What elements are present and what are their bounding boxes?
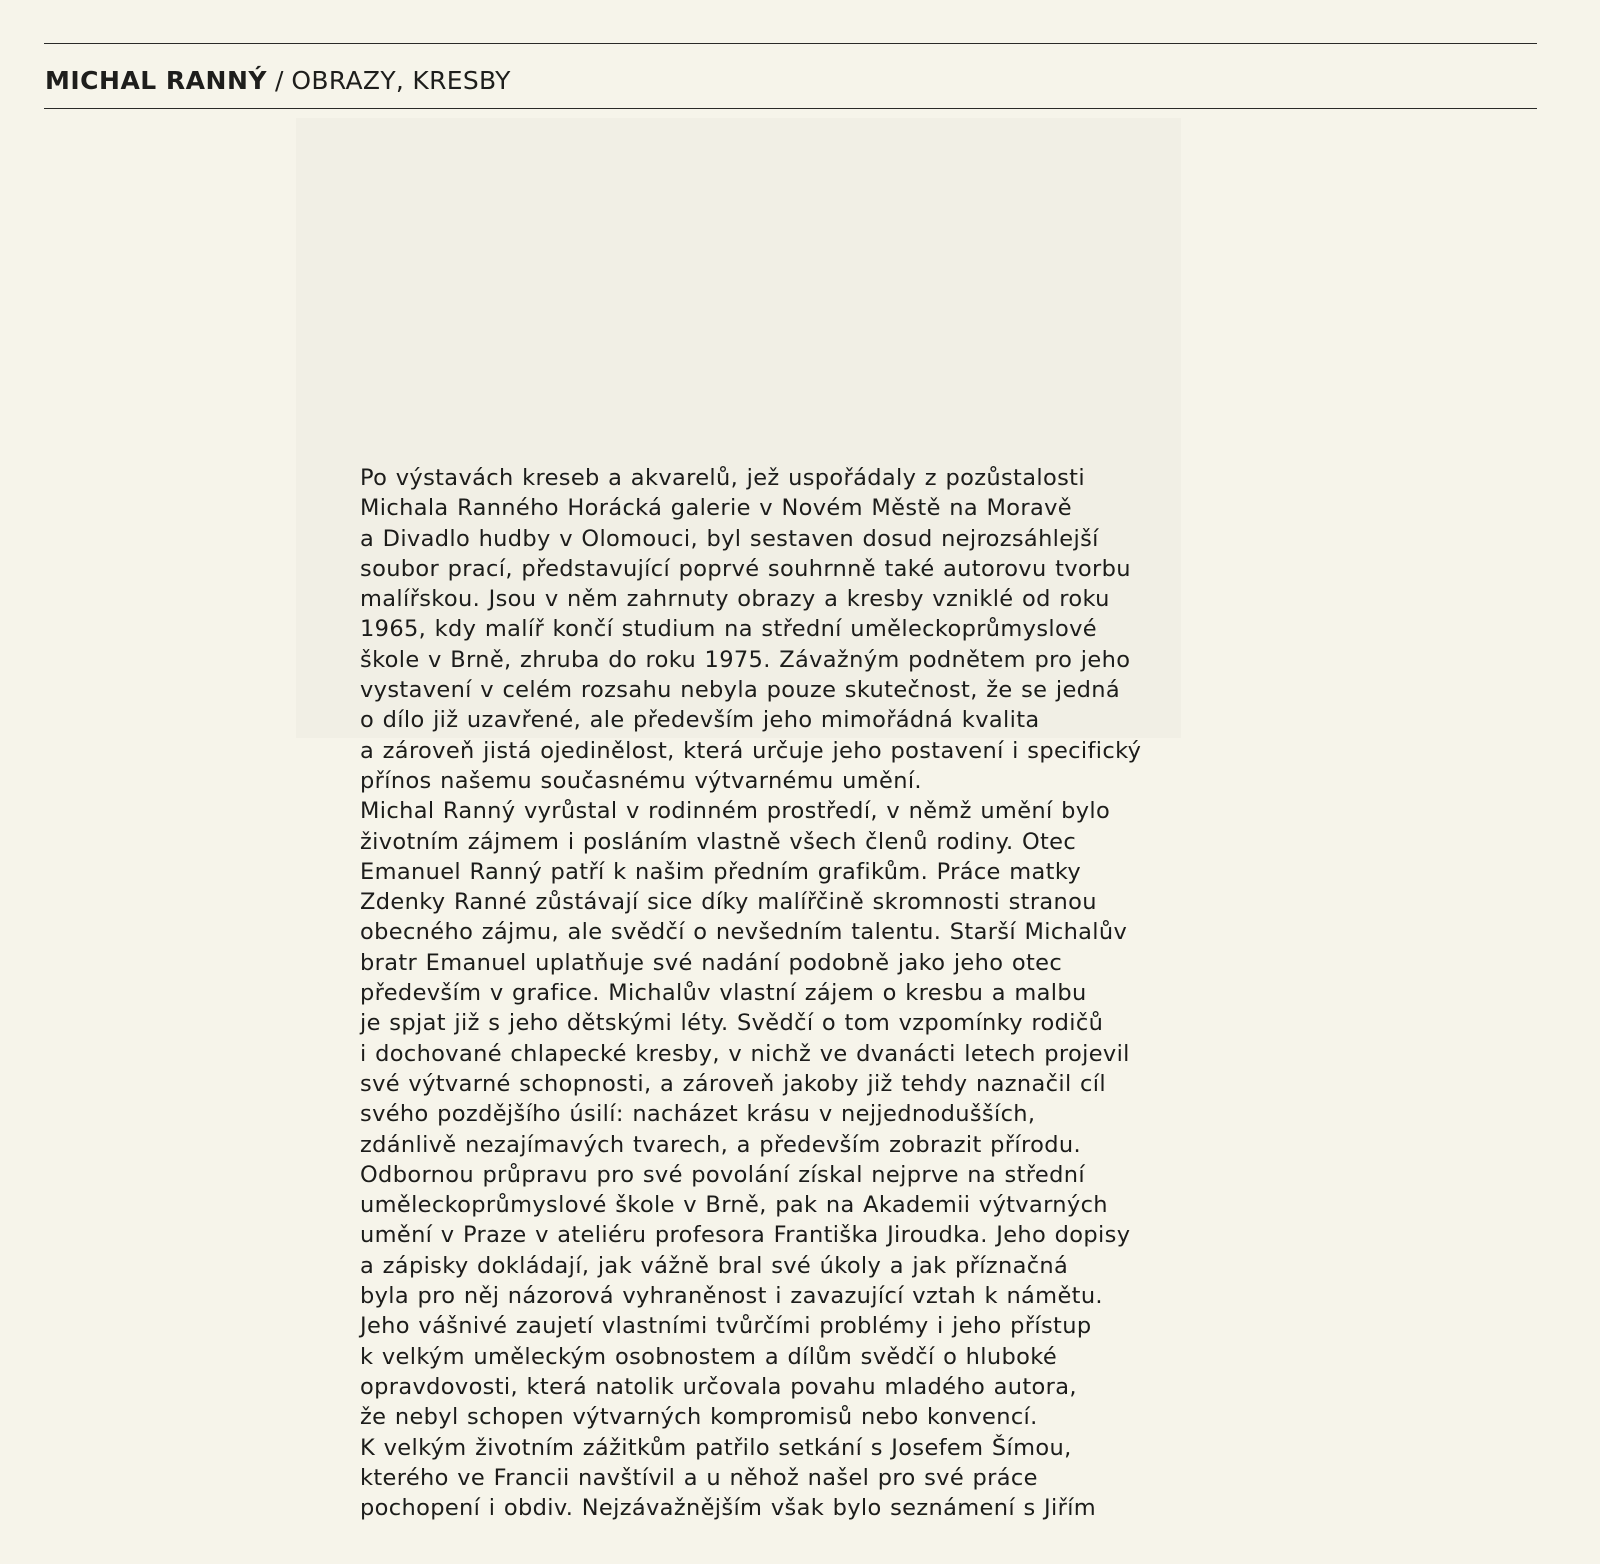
text-line: svého pozdějšího úsilí: nacházet krásu v nejjednodušších, [360,1101,1036,1128]
text-line: uměleckoprůmyslové škole v Brně, pak na Akademii výtvarných [360,1192,1108,1219]
text-line: bratr Emanuel uplatňuje své nadání podobně jako jeho otec [360,949,1063,976]
text-line: vystavení v celém rozsahu nebyla pouze skutečnost, že se jedná [360,677,1121,704]
text-line: Po výstavách kreseb a akvarelů, jež uspořádaly z pozůstalosti [360,465,1085,491]
text-line: Zdenky Ranné zůstávají sice díky malířčině skromnosti stranou [360,889,1097,916]
text-line: škole v Brně, zhruba do roku 1975. Závažným podnětem pro jeho [360,646,1131,673]
text-line: je spjat již s jeho dětskými léty. Svědčí o tom vzpomínky rodičů [360,1010,1104,1037]
text-line: kterého ve Francii navštívil a u něhož našel pro své práce [360,1464,1038,1491]
header-bottom-rule [44,108,1537,109]
text-line: a Divadlo hudby v Olomouci, byl sestaven dosud nejrozsáhlejší [360,525,1099,552]
text-line: malířskou. Jsou v něm zahrnuty obrazy a kresby vzniklé od roku [360,586,1110,613]
text-line: Michal Ranný vyrůstal v rodinném prostředí, v němž umění bylo [360,798,1111,825]
text-line: soubor prací, představující poprvé souhrnně také autorovu tvorbu [360,555,1131,582]
text-line: k velkým uměleckým osobnostem a dílům svědčí o hluboké [360,1343,1058,1370]
text-line: své výtvarné schopnosti, a zároveň jakoby již tehdy naznačil cíl [360,1070,1106,1097]
text-line: že nebyl schopen výtvarných kompromisů nebo konvencí. [360,1404,1038,1431]
body-text [360,463,1260,1523]
text-line: 1965, kdy malíř končí studium na střední uměleckoprůmyslové [360,616,1097,643]
text-line: životním zájmem i posláním vlastně všech členů rodiny. Otec [360,828,1077,855]
header-subtitle: OBRAZY, KRESBY [291,66,511,95]
header-top-rule [44,43,1537,44]
text-line: K velkým životním zážitkům patřilo setkání s Josefem Šímou, [360,1434,1072,1461]
text-line: i dochované chlapecké kresby, v nichž ve dvanácti letech projevil [360,1040,1130,1067]
text-line: Michala Ranného Horácká galerie v Novém Městě na Moravě [360,495,1072,522]
text-line: Jeho vášnivé zaujetí vlastními tvůrčími problémy i jeho přístup [360,1313,1092,1340]
text-line: pochopení i obdiv. Nejzávažnějším však bylo seznámení s Jiřím [360,1495,1097,1522]
header-separator: / [274,66,284,95]
running-header [45,63,511,99]
text-line: především v grafice. Michalův vlastní zájem o kresbu a malbu [360,980,1087,1007]
text-line: byla pro něj názorová vyhraněnost i zavazující vztah k námětu. [360,1283,1103,1310]
text-line: přínos našemu současnému výtvarnému umění. [360,767,922,794]
text-line: umění v Praze v ateliéru profesora Františka Jiroudka. Jeho dopisy [360,1222,1131,1249]
text-line: Odbornou průpravu pro své povolání získal nejprve na střední [360,1161,1085,1188]
text-line: zdánlivě nezajímavých tvarech, a především zobrazit přírodu. [360,1131,1081,1158]
text-line: opravdovosti, která natolik určovala povahu mladého autora, [360,1373,1077,1400]
text-line: a zároveň jistá ojedinělost, která určuje jeho postavení i specifický [360,737,1142,764]
text-line: Emanuel Ranný patří k našim předním grafikům. Práce matky [360,858,1082,885]
text-line: a zápisky dokládají, jak vážně bral své úkoly a jak příznačná [360,1252,1069,1279]
header-author: MICHAL RANNÝ [45,66,267,95]
text-line: o dílo již uzavřené, ale především jeho mimořádná kvalita [360,707,1040,734]
text-line: obecného zájmu, ale svědčí o nevšedním talentu. Starší Michalův [360,919,1128,946]
